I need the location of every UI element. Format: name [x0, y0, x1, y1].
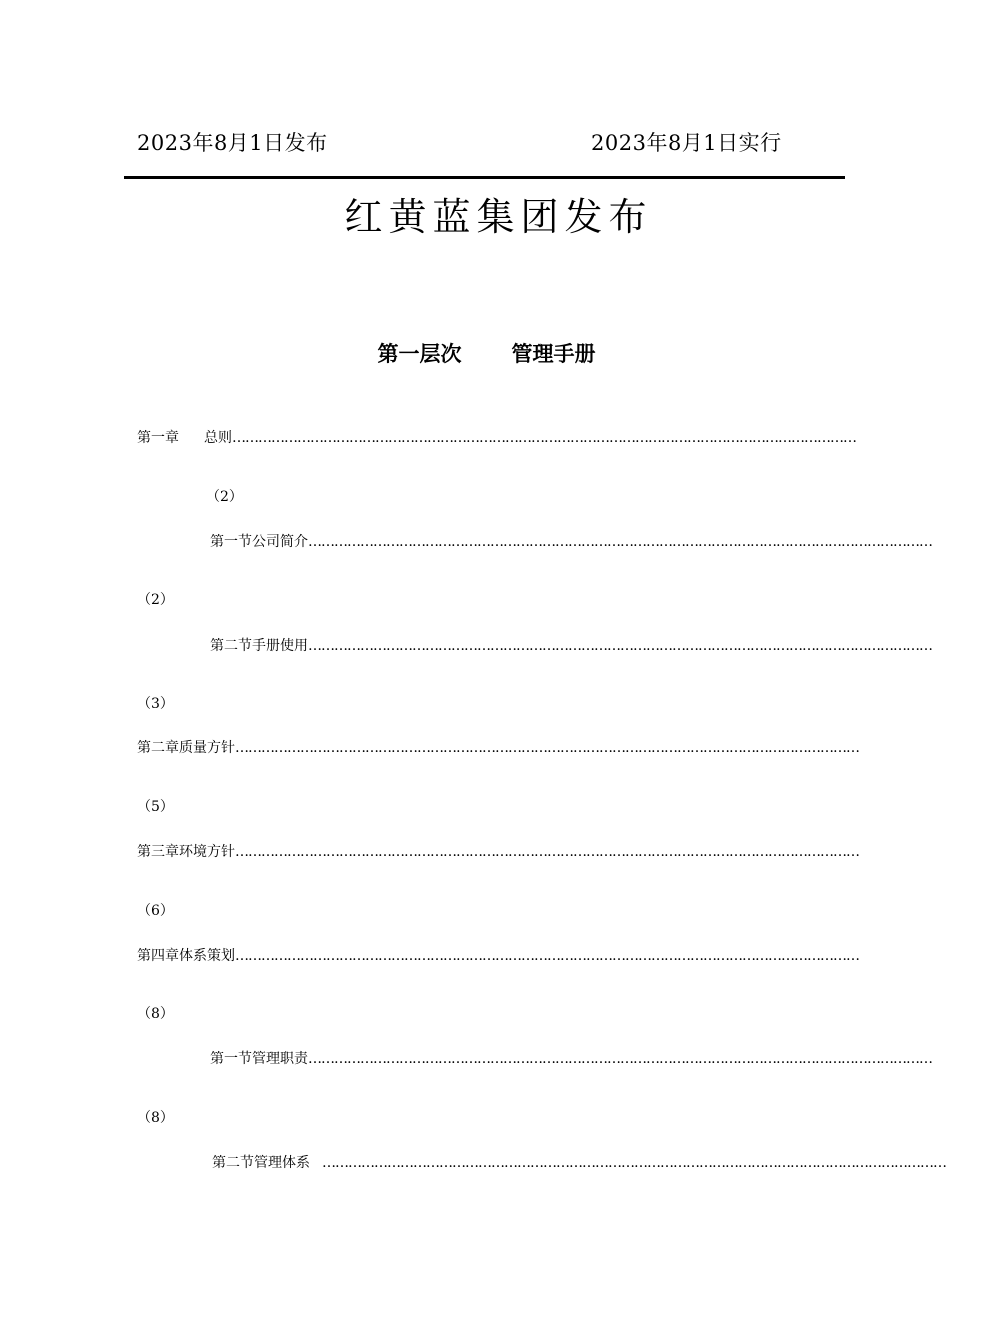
toc-page-ref: （2）: [206, 489, 243, 505]
section-title: 管理手册: [511, 342, 596, 366]
toc-page-ref: （2）: [137, 592, 174, 608]
issuer-title: 红黄蓝集团发布: [344, 195, 653, 239]
toc-leader: ………………………………………………………………………………………………………………………………: [308, 534, 932, 550]
toc-leader: ………………………………………………………………………………………………………………………………: [235, 844, 859, 860]
toc-entry-chapter-4[interactable]: [137, 945, 858, 965]
toc-title: 总则: [204, 430, 232, 446]
toc-page-ref: （8）: [137, 1110, 174, 1126]
toc-entry-chapter-2[interactable]: [137, 737, 858, 757]
toc-leader: ………………………………………………………………………………………………………………………………: [308, 1051, 932, 1067]
toc-title: 管理职责: [252, 1051, 308, 1067]
toc-entry-chapter-3[interactable]: [137, 841, 858, 861]
effective-date: 2023年8月1日实行: [591, 131, 782, 155]
toc-title: 环境方针: [179, 844, 235, 860]
toc-number: 第二章: [137, 740, 179, 756]
issue-date: 2023年8月1日发布: [137, 131, 328, 155]
toc-page-ref: （6）: [137, 903, 174, 919]
section-level: 第一层次: [377, 342, 462, 366]
toc-title: 质量方针: [179, 740, 235, 756]
toc-title: 管理体系: [254, 1155, 310, 1171]
toc-number: 第二节: [212, 1155, 254, 1171]
toc-title: 体系策划: [179, 948, 235, 964]
toc-entry-chapter-1[interactable]: [137, 427, 858, 447]
toc-title: 手册使用: [252, 638, 308, 654]
header-rule: [124, 176, 845, 179]
toc-leader: ………………………………………………………………………………………………………………………………: [235, 948, 859, 964]
toc-entry-section-4-1[interactable]: [210, 1048, 932, 1068]
toc-leader: ………………………………………………………………………………………………………………………………: [308, 638, 932, 654]
toc-number: 第四章: [137, 948, 179, 964]
toc-title: 公司简介: [252, 534, 308, 550]
toc-page-ref: （3）: [137, 696, 174, 712]
toc-number: 第三章: [137, 844, 179, 860]
toc-number: 第一节: [210, 1051, 252, 1067]
section-heading: [0, 338, 973, 368]
toc-entry-section-4-2[interactable]: [212, 1152, 946, 1172]
toc-number: 第一节: [210, 534, 252, 550]
toc-page-ref: （8）: [137, 1006, 174, 1022]
toc-number: 第二节: [210, 638, 252, 654]
toc-number: 第一章: [137, 430, 179, 446]
toc-leader: ………………………………………………………………………………………………………………………………: [232, 430, 856, 446]
toc-page-ref: （5）: [137, 799, 174, 815]
toc-entry-section-1-2[interactable]: [210, 635, 932, 655]
toc-entry-section-1-1[interactable]: [210, 531, 932, 551]
toc-leader: ………………………………………………………………………………………………………………………………: [322, 1155, 946, 1171]
toc-leader: ………………………………………………………………………………………………………………………………: [235, 740, 859, 756]
